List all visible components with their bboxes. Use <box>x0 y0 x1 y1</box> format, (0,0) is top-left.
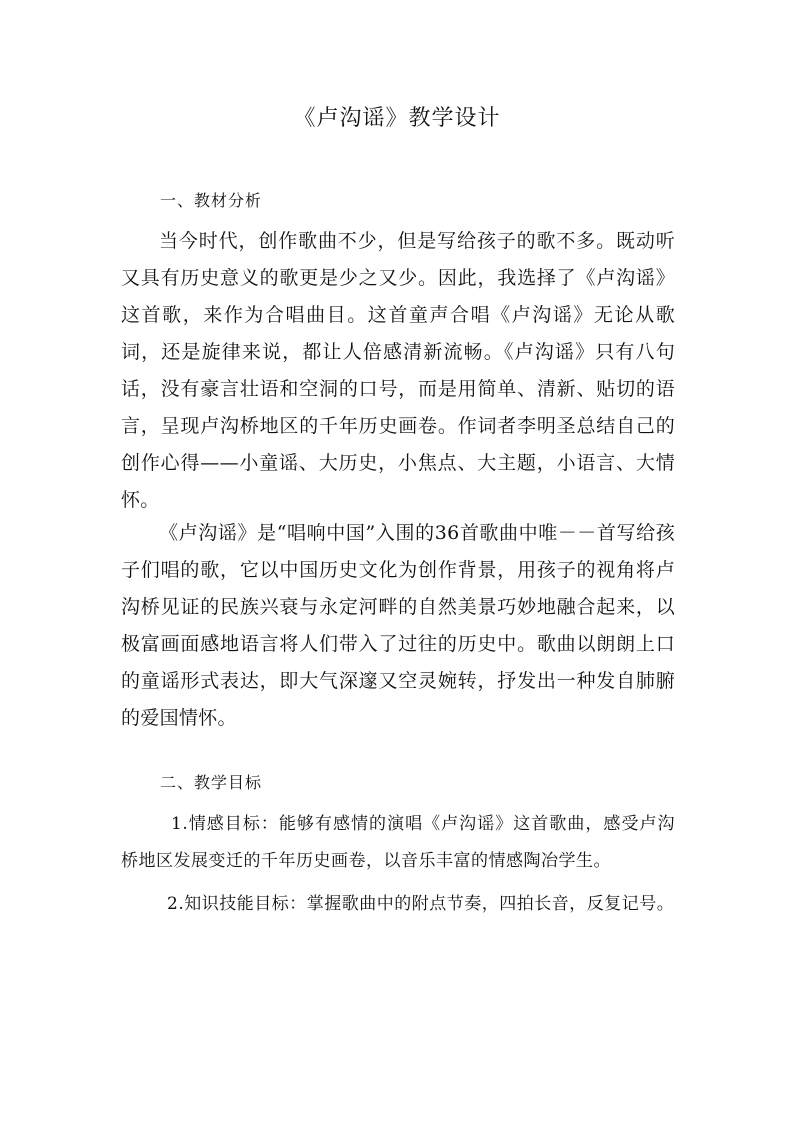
section-heading-analysis: 一、教材分析 <box>160 191 263 210</box>
objective-item-emotion: 1.情感目标：能够有感情的演唱《卢沟谣》这首歌曲，感受卢沟桥地区发展变迁的千年历史画卷，以音乐丰富的情感陶冶学生。 <box>121 814 675 871</box>
paragraph-analysis-1: 当今时代，创作歌曲不少，但是写给孩子的歌不多。既动听又具有历史意义的歌更是少之又少。因此，我选择了《卢沟谣》这首歌，来作为合唱曲目。这首童声合唱《卢沟谣》无论从歌词，还是旋律来说，都让人倍感清新流畅。《卢沟谣》只有八句话，没有豪言壮语和空洞的口号，而是用简单、清新、贴切的语言，呈现卢沟桥地区的千年历史画卷。作词者李明圣总结自己的创作心得——小童谣、大历史，小焦点、大主题，小语言、大情怀。 <box>121 230 675 511</box>
section-heading-objectives: 二、教学目标 <box>160 773 263 792</box>
objective-item-skills: 2.知识技能目标：掌握歌曲中的附点节奏，四拍长音，反复记号。 <box>167 894 675 914</box>
page-title: 《卢沟谣》教学设计 <box>293 106 501 131</box>
paragraph-analysis-2: 《卢沟谣》是“唱响中国”入围的36首歌曲中唯－－首写给孩子们唱的歌，它以中国历史文化为创作背景，用孩子的视角将卢沟桥见证的民族兴衰与永定河畔的自然美景巧妙地融合起来，以极富画面感地语言将人们带入了过往的历史中。歌曲以朗朗上口的童谣形式表达，即大气深邃又空灵婉转，抒发出一种发自肺腑的爱国情怀。 <box>121 522 675 729</box>
